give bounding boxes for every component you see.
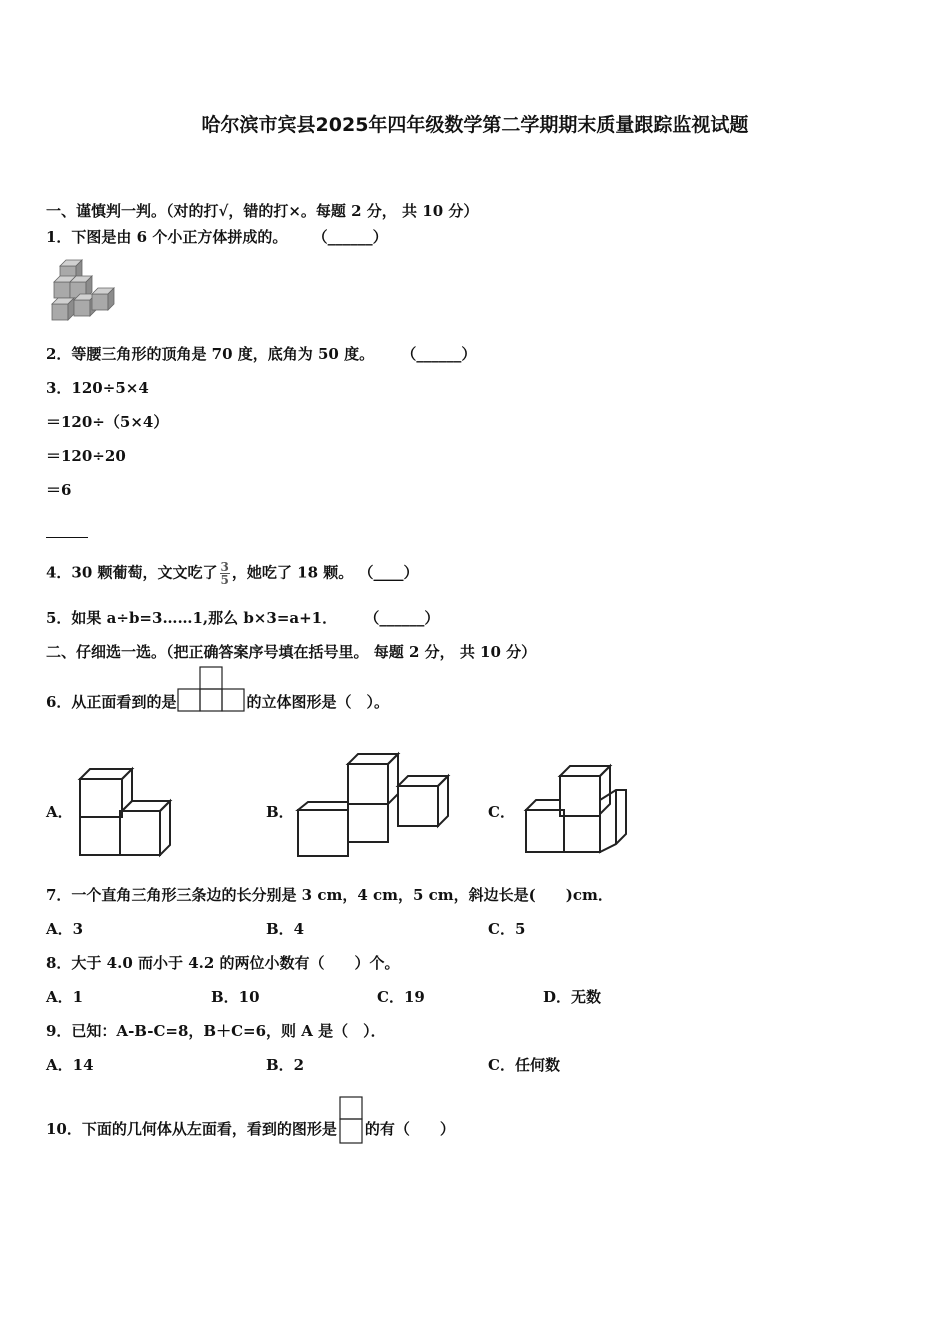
fraction-numerator: 3 bbox=[220, 560, 229, 574]
question-5-answer-blank[interactable]: （______） bbox=[364, 609, 440, 627]
question-9-option-c[interactable]: C．任何数 bbox=[488, 1056, 560, 1074]
question-2-answer-blank[interactable]: （______） bbox=[401, 345, 477, 363]
question-3-line-1: 3．120÷5×4 bbox=[46, 379, 149, 397]
question-4-text-post: ，她吃了 18 颗。 （____） bbox=[231, 563, 419, 582]
question-10 bbox=[46, 1113, 455, 1147]
question-2-text: 2．等腰三角形的顶角是 70 度，底角为 50 度。 bbox=[46, 345, 375, 363]
question-9-text: 9．已知：A-B-C=8，B＋C=6，则 A 是（ ）． bbox=[46, 1022, 386, 1040]
question-10-text-pre: 10．下面的几何体从左面看，看到的图形是 bbox=[46, 1120, 337, 1138]
question-7-option-a[interactable]: A．3 bbox=[46, 920, 84, 938]
question-4 bbox=[46, 561, 418, 586]
fraction-three-fifths bbox=[220, 561, 230, 586]
question-6-option-c-label[interactable]: C． bbox=[488, 803, 515, 821]
question-8-option-c[interactable]: C．19 bbox=[377, 988, 425, 1006]
question-6-option-a-label[interactable]: A． bbox=[46, 803, 73, 821]
question-3-line-4: ＝6 bbox=[46, 481, 72, 499]
section-2-heading: 二、仔细选一选。（把正确答案序号填在括号里。 每题 2 分， 共 10 分） bbox=[46, 643, 537, 661]
left-view-shape-icon bbox=[337, 1095, 365, 1147]
question-3-answer-blank[interactable] bbox=[46, 522, 88, 544]
question-6-option-b-label[interactable]: B． bbox=[266, 803, 294, 821]
question-1-text: 1．下图是由 6 个小正方体拼成的。 bbox=[46, 228, 288, 246]
fraction-denominator: 5 bbox=[220, 573, 229, 587]
question-10-text-post: 的有（ ） bbox=[364, 1120, 455, 1138]
option-c-figure bbox=[522, 762, 630, 858]
option-b-figure bbox=[294, 750, 454, 860]
question-8-text: 8．大于 4.0 而小于 4.2 的两位小数有（ ）个。 bbox=[46, 954, 400, 972]
question-7-text: 7．一个直角三角形三条边的长分别是 3 cm，4 cm，5 cm，斜边长是( )cm． bbox=[46, 886, 613, 904]
question-4-text-pre: 4．30 颗葡萄，文文吃了 bbox=[46, 563, 218, 582]
question-7-option-c[interactable]: C．5 bbox=[488, 920, 526, 938]
question-9-option-a[interactable]: A．14 bbox=[46, 1056, 94, 1074]
page-title: 哈尔滨市宾县2025年四年级数学第二学期期末质量跟踪监视试题 bbox=[201, 114, 749, 136]
question-6-text-pre: 6．从正面看到的是 bbox=[46, 693, 177, 711]
question-8-option-d[interactable]: D．无数 bbox=[543, 988, 602, 1006]
question-3-line-2: ＝120÷（5×4） bbox=[46, 413, 169, 431]
question-8-option-a[interactable]: A．1 bbox=[46, 988, 84, 1006]
question-5 bbox=[46, 607, 439, 629]
question-9-option-b[interactable]: B．2 bbox=[266, 1056, 305, 1074]
question-5-text: 5．如果 a÷b=3……1,那么 b×3=a+1． bbox=[46, 609, 338, 627]
question-6 bbox=[46, 691, 389, 714]
question-1 bbox=[46, 226, 388, 248]
cube-stack-figure bbox=[50, 258, 120, 326]
front-view-shape-icon bbox=[176, 666, 246, 714]
question-2 bbox=[46, 343, 476, 365]
question-3-line-3: ＝120÷20 bbox=[46, 447, 126, 465]
question-7-option-b[interactable]: B．4 bbox=[266, 920, 305, 938]
question-1-answer-blank[interactable]: （______） bbox=[312, 228, 388, 246]
question-8-option-b[interactable]: B．10 bbox=[211, 988, 260, 1006]
option-a-figure bbox=[76, 763, 176, 859]
question-6-text-post: 的立体图形是（ ）。 bbox=[246, 693, 389, 711]
section-1-heading: 一、谨慎判一判。（对的打√，错的打×。每题 2 分， 共 10 分） bbox=[46, 202, 479, 220]
